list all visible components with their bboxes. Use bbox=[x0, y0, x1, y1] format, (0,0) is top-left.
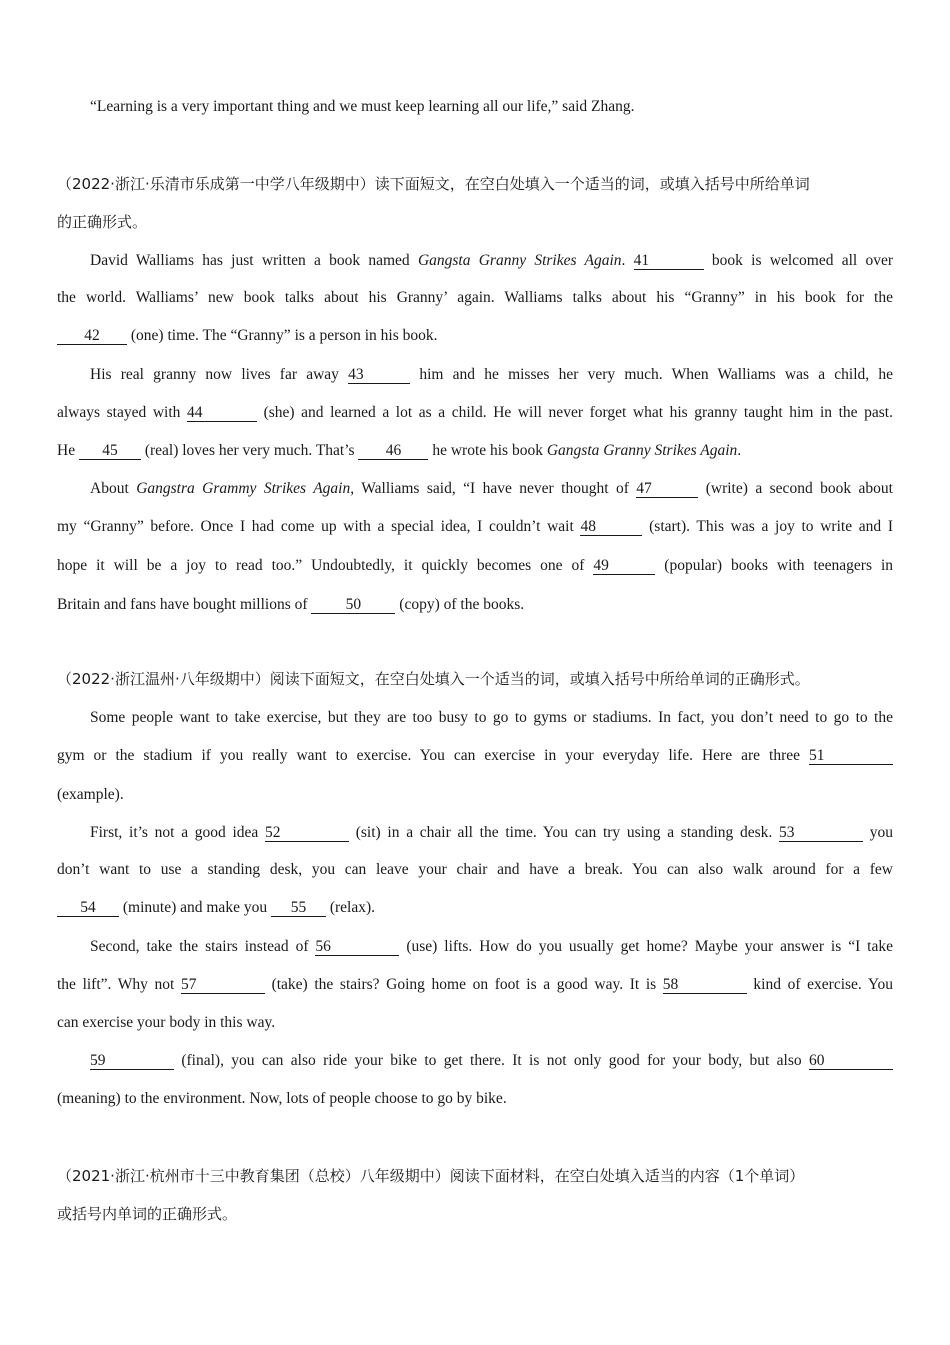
blank-42[interactable]: 42 bbox=[57, 327, 127, 345]
s2-p2-line2: don’t want to use a standing desk, you can leave your chair and have a break. You can also walk around for a few bbox=[57, 861, 893, 878]
s2-p1-line3: (example). bbox=[57, 786, 124, 803]
blank-56[interactable]: 56 bbox=[315, 938, 399, 956]
blank-48[interactable]: 48 bbox=[580, 518, 642, 536]
s2-p1-line2 bbox=[57, 746, 893, 766]
section3-header-line1: （2021·浙江·杭州市十三中教育集团（总校）八年级期中）阅读下面材料，在空白处填入适当的内容（1个单词） bbox=[57, 1167, 805, 1185]
text: him and he misses her very much. When Walliams was a child, he bbox=[410, 366, 893, 383]
text: (write) a second book about bbox=[698, 480, 893, 497]
blank-51[interactable]: 51 bbox=[809, 747, 893, 765]
text: (one) time. The “Granny” is a person in his book. bbox=[127, 327, 438, 344]
book-title: Gangsta Granny Strikes Again bbox=[546, 442, 738, 459]
s1-p3-line2 bbox=[57, 517, 893, 537]
text: (sit) in a chair all the time. You can try using a standing desk. bbox=[349, 824, 780, 841]
text: First, it’s not a good idea bbox=[90, 824, 266, 841]
text: . bbox=[621, 252, 634, 269]
s2-p4-line1 bbox=[90, 1051, 893, 1071]
text: gym or the stadium if you really want to exercise. You can exercise in your everyday life. Here are three bbox=[57, 747, 809, 764]
s2-p2-line1 bbox=[90, 823, 893, 843]
text: (real) loves her very much. That’s bbox=[140, 442, 359, 459]
blank-59[interactable]: 59 bbox=[90, 1052, 174, 1070]
blank-53[interactable]: 53 bbox=[779, 824, 863, 842]
text: (use) lifts. How do you usually get home? Maybe your answer is “I take bbox=[399, 938, 893, 955]
s2-p1-line1: Some people want to take exercise, but they are too busy to go to gyms or stadiums. In fact, you don’t need to go to the bbox=[90, 709, 893, 726]
text: Britain and fans have bought millions of bbox=[57, 596, 312, 613]
text: Second, take the stairs instead of bbox=[90, 938, 316, 955]
blank-57[interactable]: 57 bbox=[181, 976, 265, 994]
text: About bbox=[90, 480, 137, 497]
text: (popular) books with teenagers in bbox=[655, 557, 893, 574]
blank-43[interactable]: 43 bbox=[348, 366, 410, 384]
book-title: Gangstra Grammy Strikes Again bbox=[136, 480, 351, 497]
s1-p1-line3 bbox=[57, 326, 893, 346]
text: (minute) and make you bbox=[119, 899, 271, 916]
s1-p2-line2 bbox=[57, 403, 893, 423]
blank-47[interactable]: 47 bbox=[636, 480, 698, 498]
blank-60[interactable]: 60 bbox=[809, 1052, 893, 1070]
section1-header-line2: 的正确形式。 bbox=[57, 213, 148, 231]
blank-46[interactable]: 46 bbox=[358, 442, 428, 460]
text: (copy) of the books. bbox=[395, 596, 525, 613]
blank-55[interactable]: 55 bbox=[271, 899, 326, 917]
s2-p3-line2 bbox=[57, 975, 893, 995]
top-quote: “Learning is a very important thing and we must keep learning all our life,” said Zhang. bbox=[90, 98, 635, 115]
text: , Walliams said, “I have never thought of bbox=[350, 480, 637, 497]
section2-header: （2022·浙江温州·八年级期中）阅读下面短文，在空白处填入一个适当的词，或填入括号中所给单词的正确形式。 bbox=[57, 670, 810, 688]
s1-p3-line1 bbox=[90, 479, 893, 499]
text: He bbox=[57, 442, 79, 459]
text: kind of exercise. You bbox=[746, 976, 893, 993]
section3-header-line2: 或括号内单词的正确形式。 bbox=[57, 1205, 238, 1223]
text: (start). This was a joy to write and I bbox=[642, 518, 893, 535]
blank-54[interactable]: 54 bbox=[57, 899, 119, 917]
text: David Walliams has just written a book named bbox=[90, 252, 418, 269]
text: (she) and learned a lot as a child. He will never forget what his granny taught him in the past. bbox=[256, 404, 893, 421]
text: . bbox=[737, 442, 742, 459]
blank-41[interactable]: 41 bbox=[634, 252, 704, 270]
blank-49[interactable]: 49 bbox=[593, 557, 655, 575]
s1-p1-line1 bbox=[90, 251, 893, 271]
section1-header-line1: （2022·浙江·乐清市乐成第一中学八年级期中）读下面短文，在空白处填入一个适当的词，或填入括号中所给单词 bbox=[57, 175, 810, 193]
blank-44[interactable]: 44 bbox=[187, 404, 257, 422]
s1-p1-line2: the world. Walliams’ new book talks about his Granny’ again. Walliams talks about his “Granny” in his book for the bbox=[57, 289, 893, 306]
text: book is welcomed all over bbox=[703, 252, 893, 269]
text: hope it will be a joy to read too.” Undoubtedly, it quickly becomes one of bbox=[57, 557, 594, 574]
s1-p3-line4 bbox=[57, 595, 893, 615]
text: always stayed with bbox=[57, 404, 187, 421]
s2-p2-line3 bbox=[57, 898, 893, 918]
text: the lift”. Why not bbox=[57, 976, 181, 993]
text: (relax). bbox=[325, 899, 376, 916]
text: my “Granny” before. Once I had come up with a special idea, I couldn’t wait bbox=[57, 518, 581, 535]
text: you bbox=[863, 824, 893, 841]
s2-p3-line1 bbox=[90, 937, 893, 957]
blank-45[interactable]: 45 bbox=[79, 442, 141, 460]
blank-58[interactable]: 58 bbox=[663, 976, 747, 994]
s2-p4-line2: (meaning) to the environment. Now, lots of people choose to go by bike. bbox=[57, 1090, 507, 1107]
blank-50[interactable]: 50 bbox=[311, 596, 395, 614]
book-title: Gangsta Granny Strikes Again bbox=[417, 252, 622, 269]
text: (take) the stairs? Going home on foot is a good way. It is bbox=[264, 976, 663, 993]
s1-p2-line3 bbox=[57, 441, 893, 461]
text: he wrote his book bbox=[428, 442, 547, 459]
s2-p3-line3: can exercise your body in this way. bbox=[57, 1014, 276, 1031]
s1-p2-line1 bbox=[90, 365, 893, 385]
s1-p3-line3 bbox=[57, 556, 893, 576]
text: His real granny now lives far away bbox=[90, 366, 349, 383]
blank-52[interactable]: 52 bbox=[265, 824, 349, 842]
text: (final), you can also ride your bike to get there. It is not only good for your body, but also bbox=[174, 1052, 809, 1069]
